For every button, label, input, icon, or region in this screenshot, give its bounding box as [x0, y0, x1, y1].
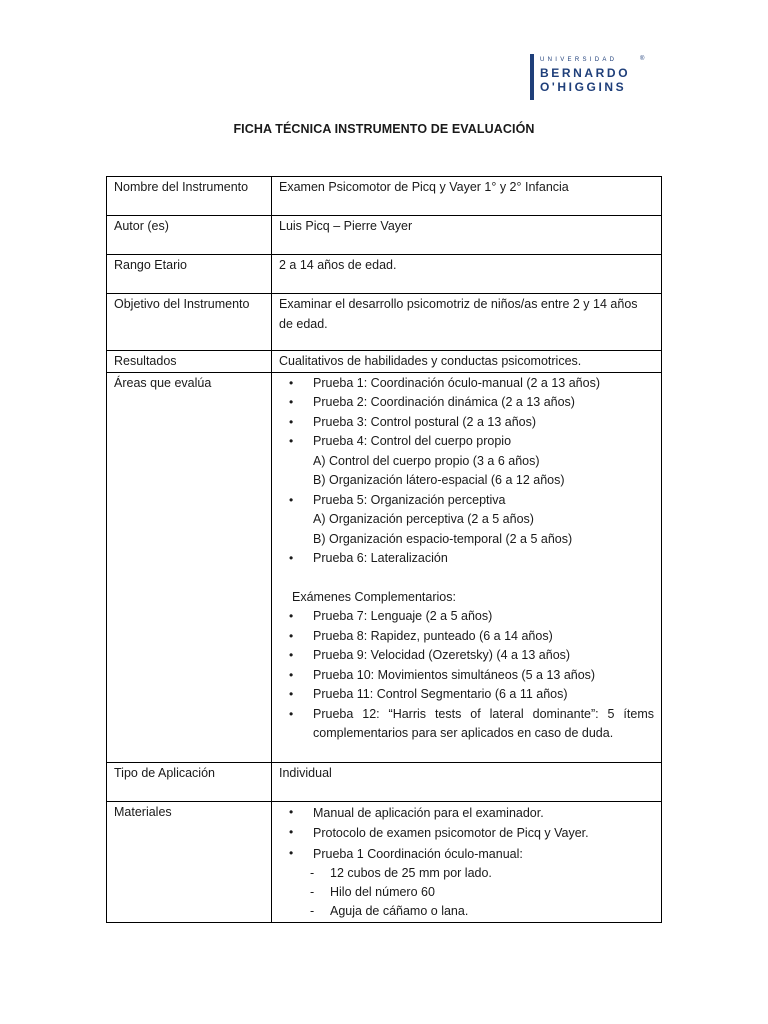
sub-item: B) Organización espacio-temporal (2 a 5 años) — [313, 531, 573, 546]
label-cell: Nombre del Instrumento — [107, 177, 272, 216]
list-item — [286, 491, 654, 550]
list-item: • Prueba 3: Control postural (2 a 13 años) — [286, 413, 654, 433]
list-item: • Prueba 8: Rapidez, punteado (6 a 14 años) — [286, 627, 654, 647]
value-cell: Luis Picq – Pierre Vayer — [272, 216, 662, 255]
list-item: • Prueba 7: Lenguaje (2 a 5 años) — [286, 607, 654, 627]
label-cell: Rango Etario — [107, 255, 272, 294]
sub-item: B) Organización látero-espacial (6 a 12 años) — [313, 473, 565, 487]
value-cell: Examen Psicomotor de Picq y Vayer 1° y 2° Infancia — [272, 177, 662, 216]
list-item: • Prueba 1: Coordinación óculo-manual (2 a 13 años) — [286, 374, 654, 394]
list-item: • Prueba 1 Coordinación óculo-manual: — [286, 844, 654, 865]
row-resultados — [107, 351, 662, 373]
row-materiales — [107, 801, 662, 923]
list-item: • Prueba 12: “Harris tests of lateral dominante”: 5 ítems complementarios para ser aplicados en caso de duda. — [286, 705, 654, 744]
row-autor — [107, 216, 662, 255]
areas-list — [279, 374, 654, 569]
row-areas — [107, 372, 662, 762]
document-title: FICHA TÉCNICA INSTRUMENTO DE EVALUACIÓN — [233, 122, 535, 136]
list-item — [286, 432, 654, 491]
label-cell: Objetivo del Instrumento — [107, 294, 272, 351]
logo-university-text: UNIVERSIDAD — [540, 57, 618, 63]
label-cell: Áreas que evalúa — [107, 372, 272, 762]
list-item: • Prueba 11: Control Segmentario (6 a 11 años) — [286, 685, 654, 705]
sub-item: A) Control del cuerpo propio (3 a 6 años) — [313, 453, 540, 468]
materials-list — [279, 803, 654, 865]
list-item: • Prueba 2: Coordinación dinámica (2 a 13 años) — [286, 393, 654, 413]
value-cell — [272, 801, 662, 923]
row-objetivo — [107, 294, 662, 351]
spacer — [279, 569, 654, 588]
sub-item: - 12 cubos de 25 mm por lado. — [306, 864, 654, 883]
list-item: • Prueba 10: Movimientos simultáneos (5 a 13 años) — [286, 666, 654, 686]
list-item-title: • Prueba 5: Organización perceptiva — [313, 492, 506, 507]
technical-sheet-table — [106, 176, 662, 923]
label-cell: Tipo de Aplicación — [107, 762, 272, 801]
label-cell: Materiales — [107, 801, 272, 923]
sub-item: A) Organización perceptiva (2 a 5 años) — [313, 512, 534, 526]
list-item: • Prueba 9: Velocidad (Ozeretsky) (4 a 13 años) — [286, 646, 654, 666]
value-cell: Individual — [272, 762, 662, 801]
materials-sublist — [279, 864, 654, 921]
logo-line-2: O'HIGGINS — [540, 80, 627, 94]
complementary-heading: Exámenes Complementarios: — [292, 589, 456, 604]
value-cell: Examinar el desarrollo psicomotriz de niños/as entre 2 y 14 años de edad. — [272, 294, 662, 351]
label-cell: Resultados — [107, 351, 272, 373]
value-cell: Cualitativos de habilidades y conductas psicomotrices. — [272, 351, 662, 373]
list-item: • Prueba 6: Lateralización — [286, 549, 654, 569]
list-item-title: • Prueba 4: Control del cuerpo propio — [313, 434, 512, 448]
sub-item: - Aguja de cáñamo o lana. — [306, 902, 654, 921]
sub-item: - Hilo del número 60 — [306, 883, 654, 902]
row-tipo — [107, 762, 662, 801]
value-cell: 2 a 14 años de edad. — [272, 255, 662, 294]
value-cell — [272, 372, 662, 762]
row-rango — [107, 255, 662, 294]
complementary-list — [279, 607, 654, 744]
university-logo — [530, 54, 650, 100]
logo-line-1: BERNARDO — [540, 66, 631, 80]
registered-mark: ® — [640, 56, 645, 62]
list-item: • Protocolo de examen psicomotor de Picq y Vayer. — [286, 823, 654, 844]
logo-bar — [530, 54, 534, 100]
list-item: • Manual de aplicación para el examinador. — [286, 803, 654, 824]
row-nombre — [107, 177, 662, 216]
label-cell: Autor (es) — [107, 216, 272, 255]
